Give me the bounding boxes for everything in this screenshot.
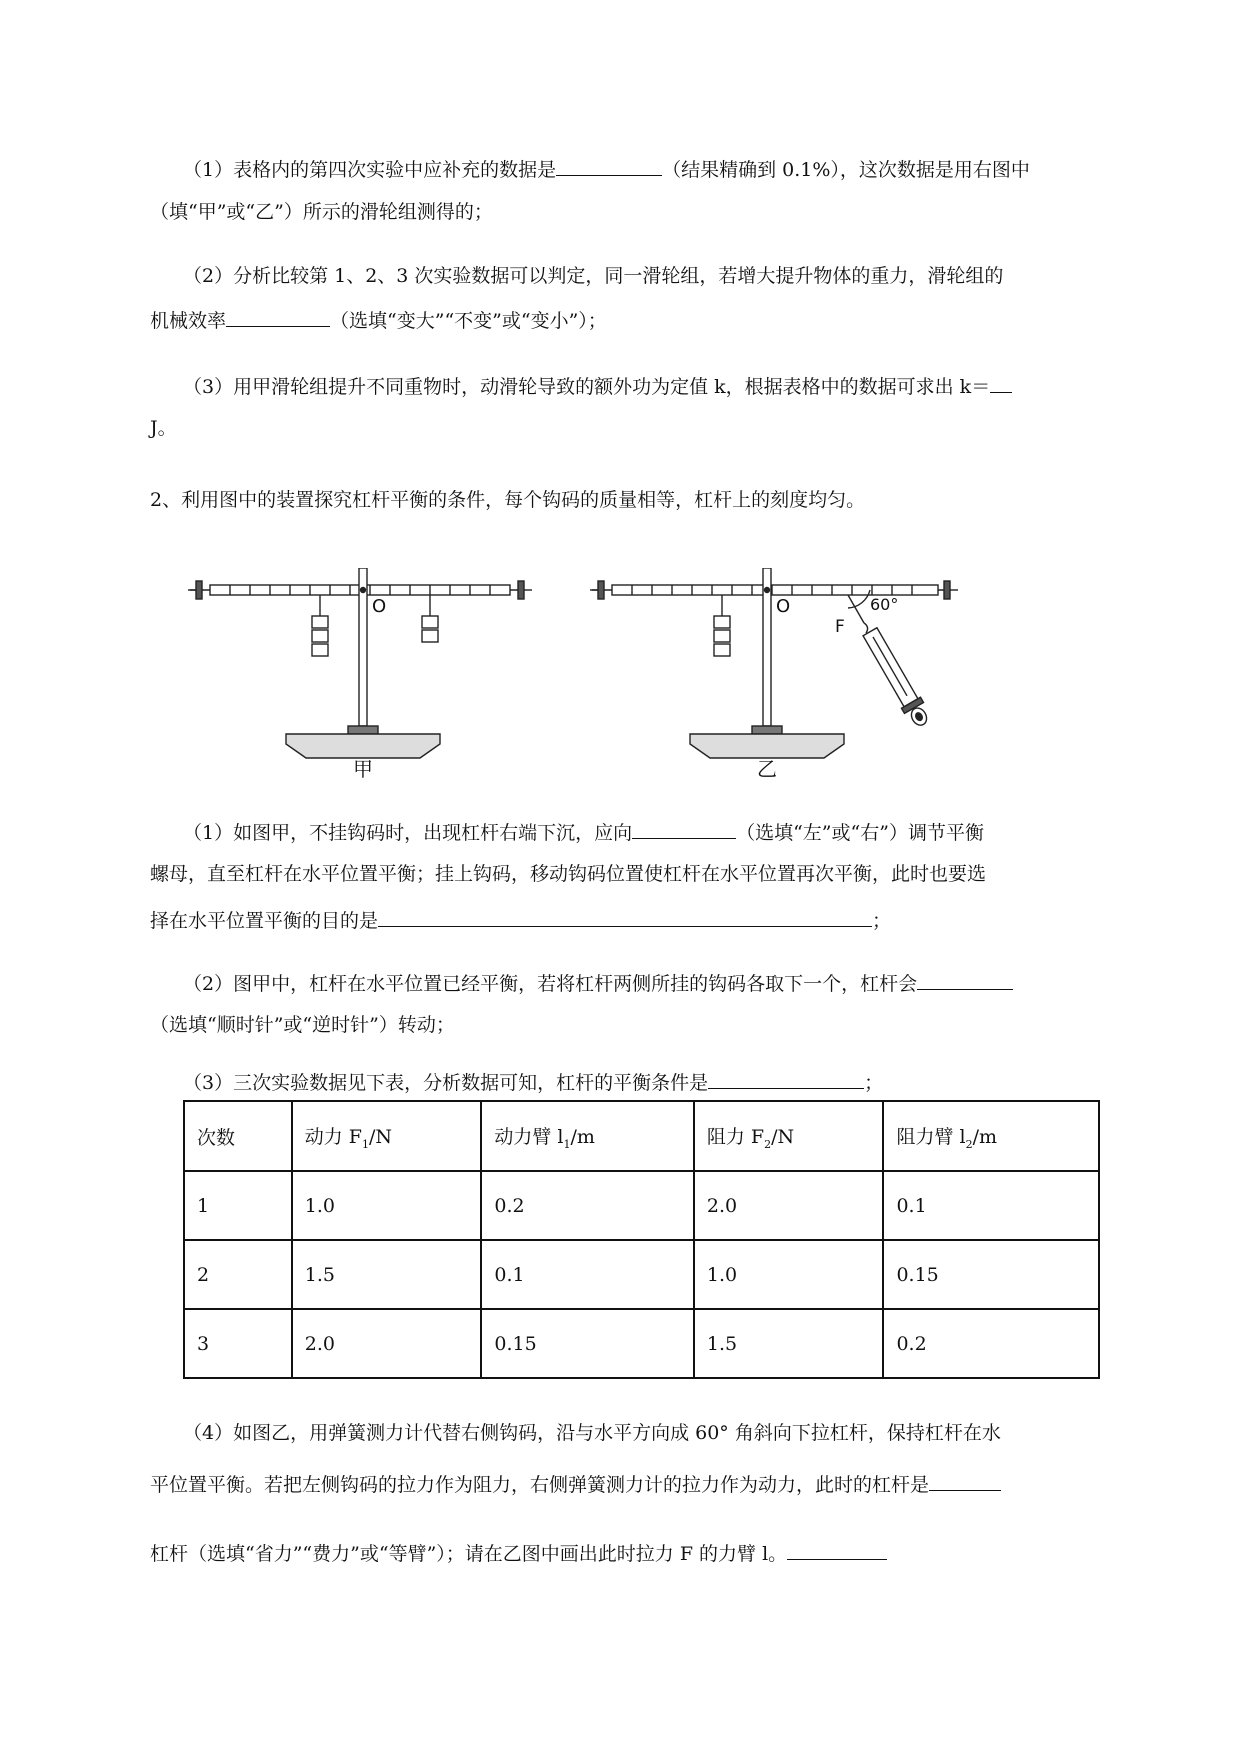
table-header-cell: 动力 $F_1/N$ xyxy=(292,1101,482,1171)
table-cell: 1 xyxy=(184,1171,292,1240)
answer-blank[interactable] xyxy=(990,370,1012,393)
q2-part1-line2: 螺母，直至杠杆在水平位置平衡；挂上钩码，移动钩码位置使杠杆在水平位置再次平衡，此时也要选 xyxy=(150,863,987,885)
answer-blank[interactable] xyxy=(378,904,872,927)
answer-blank[interactable] xyxy=(929,1468,1001,1491)
lever-apparatus-left xyxy=(188,568,532,758)
table-cell: 0.1 xyxy=(883,1171,1099,1240)
q2-part4-line2: 平位置平衡。若把左侧钩码的拉力作为阻力，右侧弹簧测力计的拉力作为动力，此时的杠杆是 xyxy=(150,1468,1001,1499)
q2-part1-line1: （1）如图甲，不挂钩码时，出现杠杆右端下沉，应向 （选填“左”或“右”）调节平衡 xyxy=(183,816,984,847)
answer-blank[interactable] xyxy=(556,153,662,176)
table-cell: 2.0 xyxy=(292,1309,482,1378)
table-cell: 0.15 xyxy=(481,1309,694,1378)
table-cell: 0.2 xyxy=(883,1309,1099,1378)
force-label: F xyxy=(835,617,845,637)
pivot-label-right: O xyxy=(776,596,791,617)
q1-part2-line2: 机械效率 （选填“变大”“不变”或“变小”）； xyxy=(150,304,607,335)
angle-label: 60° xyxy=(870,595,899,614)
q2-part3-line1: （3）三次实验数据见下表，分析数据可知，杠杆的平衡条件是 ； xyxy=(183,1066,883,1097)
table-row xyxy=(184,1240,1099,1309)
table-cell: 3 xyxy=(184,1309,292,1378)
pivot-label-left: O xyxy=(372,596,387,617)
answer-blank[interactable] xyxy=(632,816,736,839)
q2-part4-line3: 杠杆（选填“省力”“费力”或“等臂”）；请在乙图中画出此时拉力 F 的力臂 l。 xyxy=(150,1537,887,1568)
table-row xyxy=(184,1171,1099,1240)
table-cell: 1.5 xyxy=(694,1309,884,1378)
q2-part1-line3: 择在水平位置平衡的目的是 ； xyxy=(150,904,891,935)
q1-part1-line1: （1）表格内的第四次实验中应补充的数据是 （结果精确到 0.1%），这次数据是用右图中 xyxy=(183,153,1030,184)
answer-blank[interactable] xyxy=(787,1537,887,1560)
table-cell: 1.0 xyxy=(292,1171,482,1240)
table-cell: 1.5 xyxy=(292,1240,482,1309)
table-header-row xyxy=(184,1101,1099,1171)
table-cell: 0.2 xyxy=(481,1171,694,1240)
answer-blank[interactable] xyxy=(226,304,330,327)
table-header-cell: 阻力 $F_2/N$ xyxy=(694,1101,884,1171)
q1-part3-line1: （3）用甲滑轮组提升不同重物时，动滑轮导致的额外功为定值 k，根据表格中的数据可求出 k＝ xyxy=(183,370,1012,401)
q2-part2-line2: （选填“顺时针”或“逆时针”）转动； xyxy=(150,1014,455,1036)
table-header-cell: 阻力臂 $l_2/m$ xyxy=(883,1101,1099,1171)
q2-part2-line1: （2）图甲中，杠杆在水平位置已经平衡，若将杠杆两侧所挂的钩码各取下一个，杠杆会 xyxy=(183,967,1013,998)
table-header-cell: 动力臂 $l_1/m$ xyxy=(481,1101,694,1171)
table-header-cell: 次数 xyxy=(184,1101,292,1171)
figure-caption-right: 乙 xyxy=(757,757,777,781)
figure-caption-left: 甲 xyxy=(353,757,373,781)
table-cell: 0.1 xyxy=(481,1240,694,1309)
lever-apparatus-right xyxy=(590,568,958,758)
answer-blank[interactable] xyxy=(708,1066,864,1089)
q2-stem: 2、利用图中的装置探究杠杆平衡的条件，每个钩码的质量相等，杠杆上的刻度均匀。 xyxy=(150,489,866,511)
table-cell: 2.0 xyxy=(694,1171,884,1240)
q1-part2-line1: （2）分析比较第 1、2、3 次实验数据可以判定，同一滑轮组，若增大提升物体的重力，滑轮组的 xyxy=(183,265,1004,287)
answer-blank[interactable] xyxy=(917,967,1013,990)
q1-part1-line2: （填“甲”或“乙”）所示的滑轮组测得的； xyxy=(150,201,493,223)
q1-part3-line2: J。 xyxy=(150,417,177,439)
table-cell: 1.0 xyxy=(694,1240,884,1309)
table-cell: 0.15 xyxy=(883,1240,1099,1309)
table-cell: 2 xyxy=(184,1240,292,1309)
table-row xyxy=(184,1309,1099,1378)
data-table xyxy=(183,1100,1100,1379)
lever-figure xyxy=(180,568,980,784)
q2-part4-line1: （4）如图乙，用弹簧测力计代替右侧钩码，沿与水平方向成 60° 角斜向下拉杠杆，保持杠杆在水 xyxy=(183,1422,1001,1444)
